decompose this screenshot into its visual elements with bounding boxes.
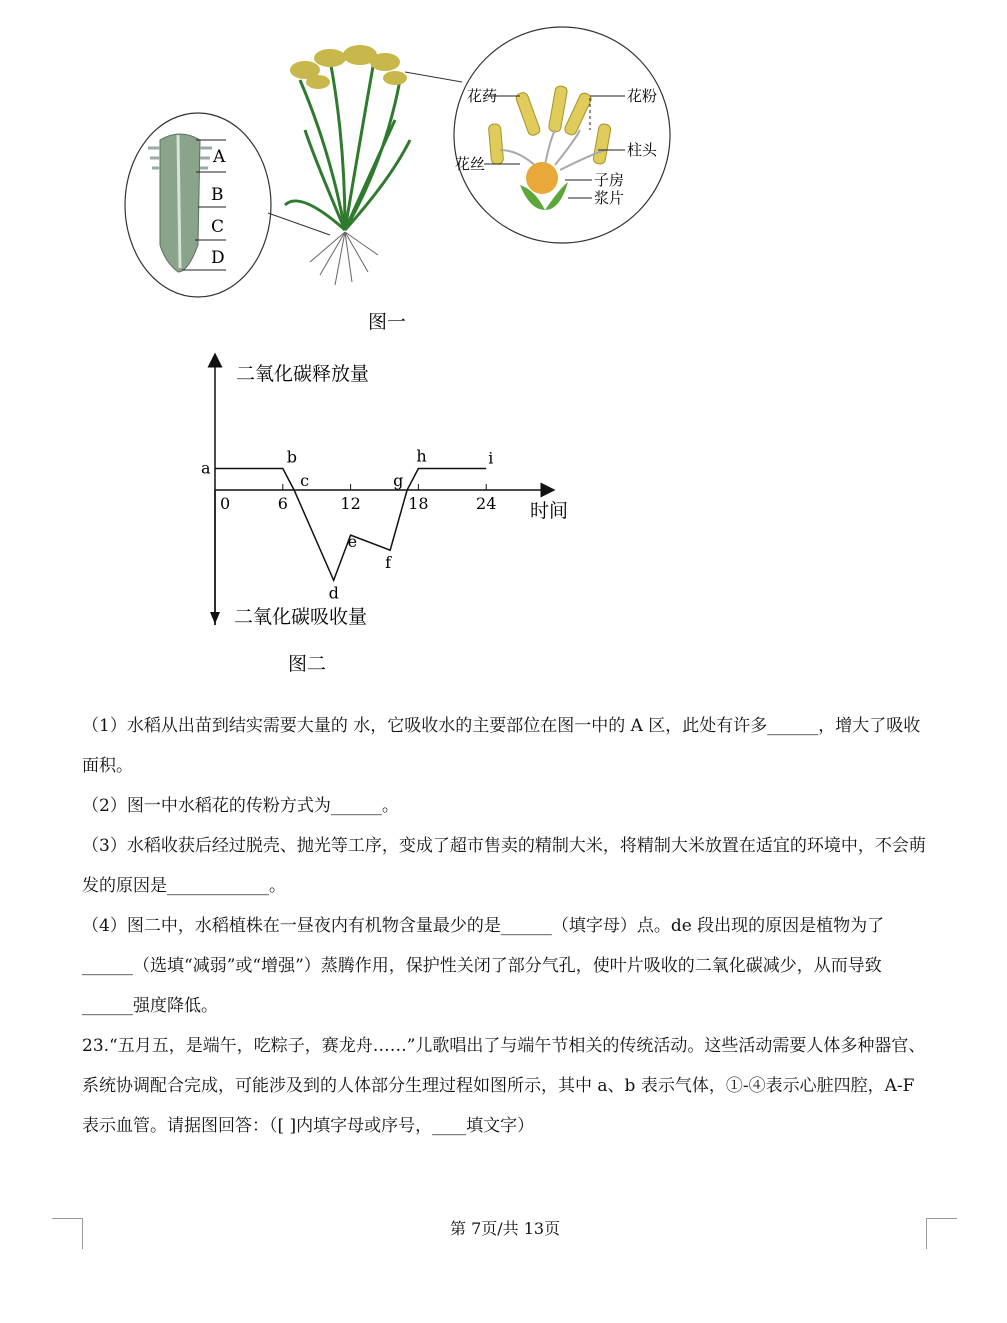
y-up-label: 二氧化碳释放量	[236, 363, 370, 385]
root-label-b: B	[211, 185, 224, 205]
y-down-label: 二氧化碳吸收量	[234, 606, 368, 628]
figure-1-caption: 图一	[368, 311, 407, 333]
connector-line	[268, 213, 330, 235]
x-axis-label: 时间	[530, 500, 569, 522]
point-label-e: e	[347, 532, 358, 552]
point-label-g: g	[393, 471, 404, 490]
label-stigma: 柱头	[627, 141, 658, 159]
point-label-f: f	[385, 553, 392, 573]
x-tick-label: 6	[277, 494, 288, 513]
x-tick-label: 18	[408, 494, 429, 513]
question-4: （4）图二中，水稻植株在一昼夜内有机物含量最少的是______（填字母）点。de 段出现的原因是植物为了______（选填“减弱”或“增强”）蒸腾作用，保护性关闭了部分气孔，使叶片吸收的二氧化碳减少，从而导致______强度降低。	[82, 916, 885, 1016]
x-tick-label: 0	[220, 494, 231, 513]
x-ticks	[220, 484, 496, 513]
point-label-i: i	[488, 448, 494, 468]
root-tip-magnified-view	[125, 113, 271, 297]
root-label-a: A	[213, 147, 226, 167]
point-labels	[201, 447, 493, 603]
x-tick-label: 12	[340, 494, 361, 513]
question-block	[82, 706, 927, 1146]
page-footer: 第 7页/共 13页	[450, 1219, 561, 1238]
y-axis-down-arrow	[210, 612, 220, 624]
root-label-c: C	[211, 217, 225, 237]
rice-flower-magnified-view	[454, 27, 670, 243]
label-ovary: 子房	[594, 171, 625, 189]
rice-plant-illustration	[285, 45, 410, 285]
root-label-d: D	[211, 248, 225, 268]
figure-2-caption: 图二	[288, 653, 327, 675]
label-lodicule: 浆片	[594, 189, 625, 207]
point-label-c: c	[300, 471, 310, 490]
point-label-h: h	[416, 446, 427, 466]
point-label-a: a	[201, 458, 211, 478]
page-corner-right	[926, 1218, 957, 1249]
label-pollen: 花粉	[627, 87, 658, 105]
question-23: 23.“五月五，是端午，吃粽子，赛龙舟……”儿歌唱出了与端午节相关的传统活动。这些活动需要人体多种器官、系统协调配合完成，可能涉及到的人体部分生理过程如图所示，其中 a、b 表示气体，①-④表示心脏四腔，A-F 表示血管。请据图回答：（[ ]内填字母或序号，____填文字）	[82, 1036, 926, 1136]
figure-1	[0, 0, 1007, 345]
page-corner-left	[52, 1218, 83, 1249]
label-filament: 花丝	[455, 155, 486, 173]
connector-line-2	[405, 72, 462, 82]
x-tick-label: 24	[476, 494, 497, 513]
question-2: （2）图一中水稻花的传粉方式为______。	[82, 796, 399, 816]
point-label-d: d	[328, 583, 339, 603]
figure-2-chart	[0, 340, 1007, 685]
point-label-b: b	[286, 447, 298, 467]
question-1: （1）水稻从出苗到结实需要大量的 水，它吸收水的主要部位在图一中的 A 区，此处有许多______，增大了吸收面积。	[82, 716, 921, 776]
label-anther: 花药	[467, 87, 498, 105]
question-3: （3）水稻收获后经过脱壳、抛光等工序，变成了超市售卖的精制大米，将精制大米放置在适宜的环境中，不会萌发的原因是____________。	[82, 836, 926, 896]
